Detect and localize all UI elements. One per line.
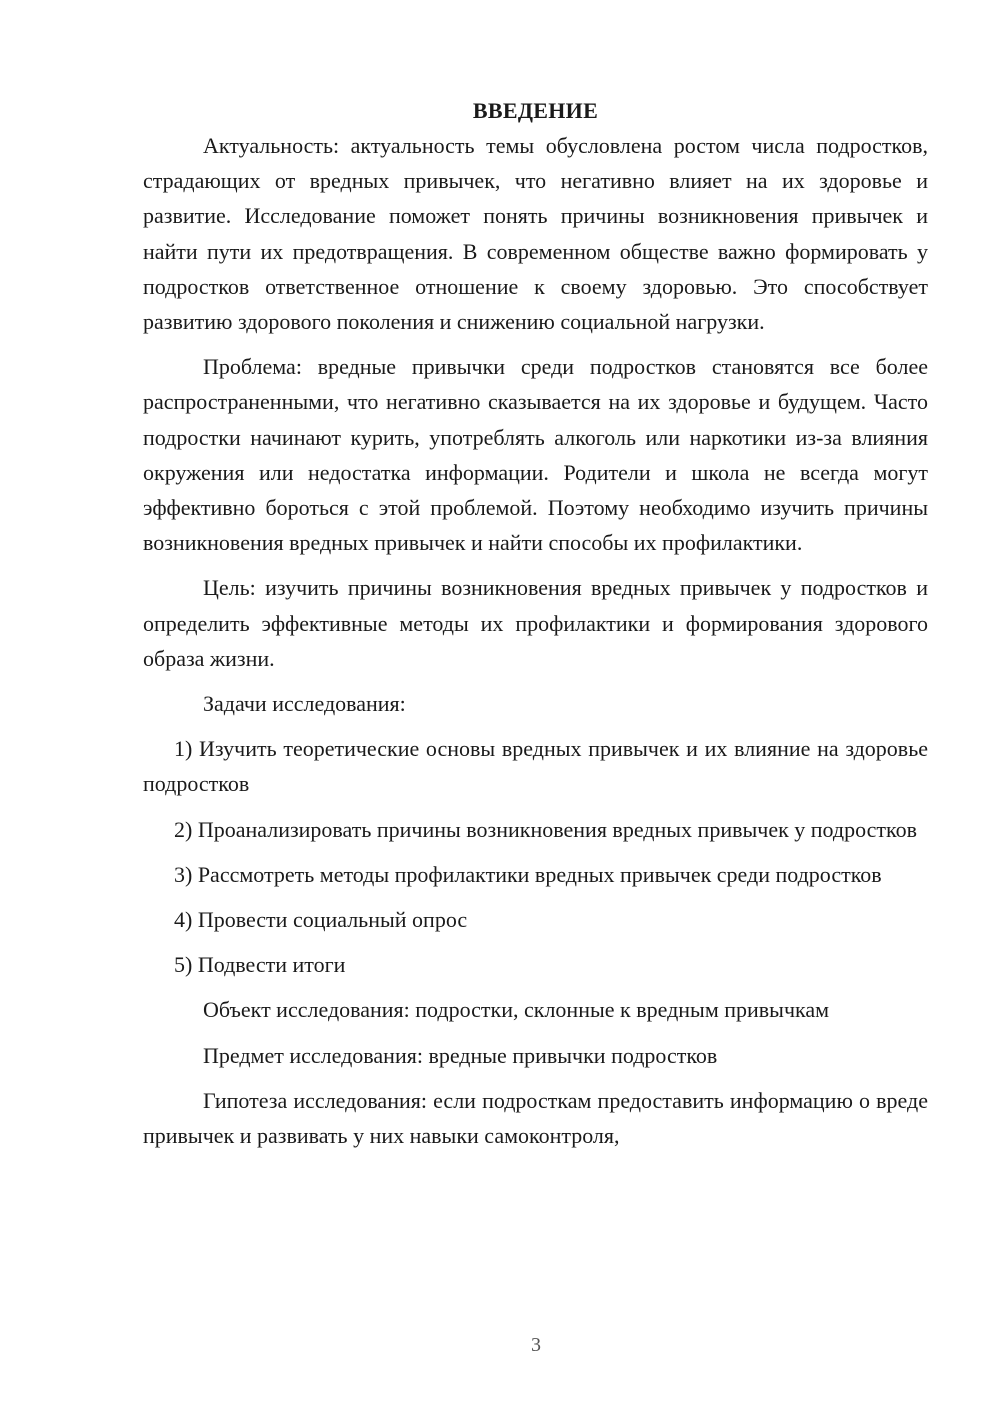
relevance-paragraph: Актуальность: актуальность темы обусловлена ростом числа подростков, страдающих от вредных привычек, что негативно влияет на их здоровье и развитие. Исследование поможет понять причины возникновения привычек и найти пути их предотвращения. В современном обществе важно формировать у подростков ответственное отношение к своему здоровью. Это способствует развитию здорового поколения и снижению социальной нагрузки. — [143, 133, 928, 335]
hypothesis-paragraph: Гипотеза исследования: если подросткам предоставить информацию о вреде привычек и развивать у них навыки самоконтроля, — [143, 1087, 928, 1149]
page-content — [143, 94, 928, 1153]
object-paragraph: Объект исследования: подростки, склонные к вредным привычкам — [203, 997, 830, 1023]
problem-paragraph: Проблема: вредные привычки среди подростков становятся все более распространенными, что негативно сказывается на их здоровье и будущем. Часто подростки начинают курить, употреблять алкоголь или наркотики из-за влияния окружения или недостатка информации. Родители и школа не всегда могут эффективно бороться с этой проблемой. Поэтому необходимо изучить причины возникновения вредных привычек и найти способы их профилактики. — [143, 354, 928, 556]
tasks-heading: Задачи исследования: — [203, 691, 406, 717]
task-item: 2) Проанализировать причины возникновения вредных привычек у подростков — [174, 816, 917, 842]
task-item: 1) Изучить теоретические основы вредных привычек и их влияние на здоровье подростков — [143, 736, 928, 797]
page-title: ВВЕДЕНИЕ — [472, 98, 599, 123]
page-number: 3 — [531, 1334, 541, 1356]
task-item: 4) Провести социальный опрос — [174, 907, 468, 933]
subject-paragraph: Предмет исследования: вредные привычки подростков — [203, 1042, 718, 1068]
task-item: 5) Подвести итоги — [174, 952, 346, 978]
goal-paragraph: Цель: изучить причины возникновения вредных привычек у подростков и определить эффективные методы их профилактики и формирования здорового образа жизни. — [143, 575, 928, 671]
task-item: 3) Рассмотреть методы профилактики вредных привычек среди подростков — [174, 861, 882, 887]
